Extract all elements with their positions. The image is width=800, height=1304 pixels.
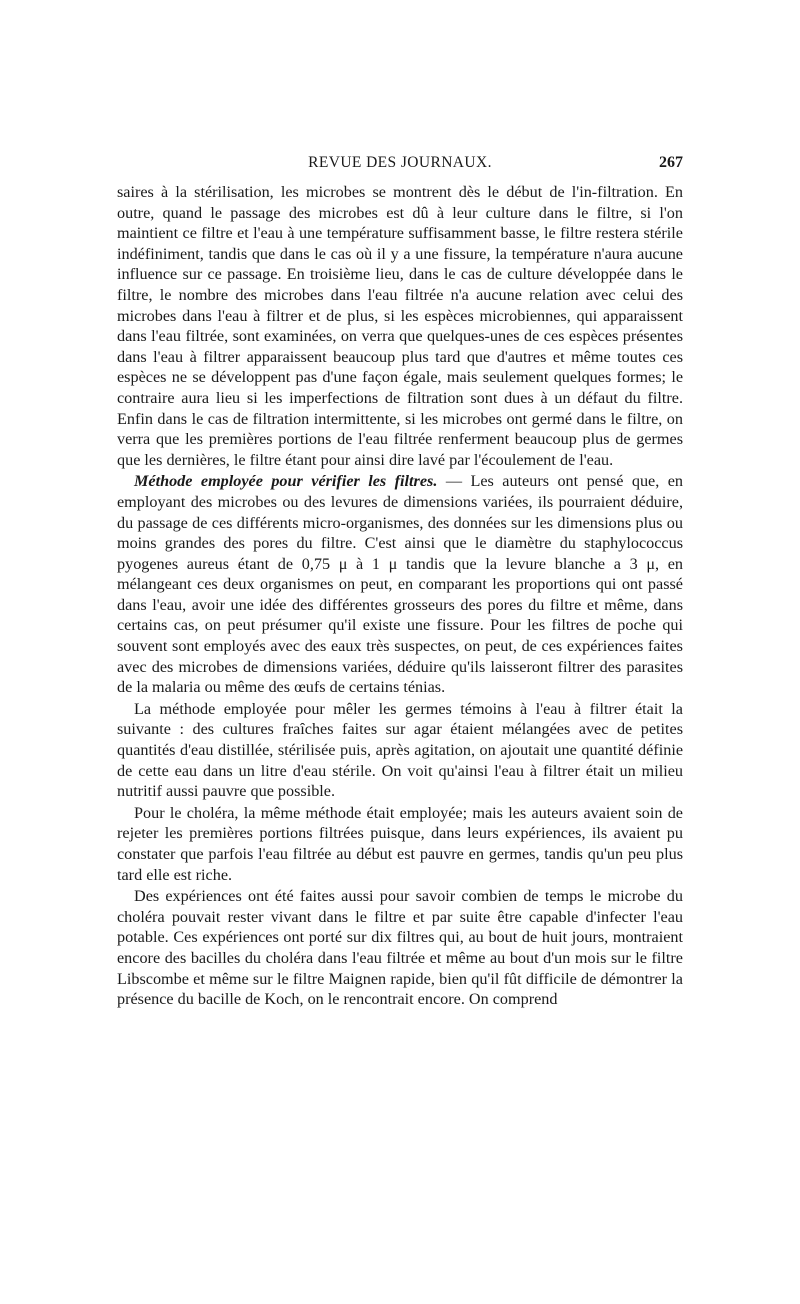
- paragraph-2: [117, 471, 683, 698]
- section-title: Méthode employée pour vérifier les filtres.: [134, 472, 438, 491]
- paragraph-1: saires à la stérilisation, les microbes se montrent dès le début de l'in-filtration. En outre, quand le passage des microbes est dû à leur culture dans le filtre, si l'on maintient ce filtre et l'eau à une température suffisamment basse, le filtre restera stérile indéfiniment, tandis que dans le cas où il y a une fissure, la température n'aura aucune influence sur ce passage. En troisième lieu, dans le cas de culture développée dans le filtre, le nombre des microbes dans l'eau filtrée n'a aucune relation avec celui des microbes dans l'eau à filtrer et de plus, si les espèces microbiennes, qui apparaissent dans l'eau filtrée, sont examinées, on verra que quelques-unes de ces espèces présentes dans l'eau à filtrer apparaissent beaucoup plus tard que d'autres et même toutes ces espèces ne se développent pas d'une façon égale, mais seulement quelques formes; le contraire aura lieu si les imperfections de filtration sont dues à un défaut du filtre. Enfin dans le cas de filtration intermittente, si les microbes ont germé dans le filtre, on verra que les premières portions de l'eau filtrée renferment beaucoup plus de germes que les dernières, le filtre étant pour ainsi dire lavé par l'écoulement de l'eau.: [117, 183, 683, 469]
- book-page: [117, 148, 683, 1010]
- body-text: [117, 182, 683, 1010]
- paragraph-3: La méthode employée pour mêler les germes témoins à l'eau à filtrer était la suivante : des cultures fraîches faites sur agar étaient mélangées avec de petites quantités d'eau distillée, stérilisée puis, après agitation, on ajoutait une quantité définie de cette eau dans un litre d'eau stérile. On voit qu'ainsi l'eau à filtrer était un milieu nutritif aussi pauvre que possible.: [117, 699, 683, 801]
- paragraph-2-text: — Les auteurs ont pensé que, en employant des microbes ou des levures de dimensions variées, ils pourraient déduire, du passage de ces différents micro-organismes, des données sur les dimensions plus ou moins grandes des pores du filtre. C'est ainsi que le diamètre du staphylococcus pyogenes aureus étant de 0,75 μ à 1 μ tandis que la levure blanche a 3 μ, en mélangeant ces deux organismes on peut, en comparant les proportions qui ont passé dans l'eau, avoir une idée des différentes grosseurs des pores du filtre et même, dans certains cas, on peut présumer qu'il existe une fissure. Pour les filtres de poche qui souvent sont employés avec des eaux très suspectes, on peut, de ces expériences faites avec des microbes de dimensions variées, déduire qu'ils laisseront filtrer des parasites de la malaria ou même des œufs de certains ténias.: [117, 472, 683, 697]
- page-number: 267: [659, 154, 683, 171]
- paragraph-5: Des expériences ont été faites aussi pour savoir combien de temps le microbe du choléra pouvait rester vivant dans le filtre et par suite être capable d'infecter l'eau potable. Ces expériences ont porté sur dix filtres qui, au bout de huit jours, montraient encore des bacilles du choléra dans l'eau filtrée et même au bout d'un mois sur le filtre Libscombe et même sur le filtre Maignen rapide, bien qu'il fût difficile de démontrer la présence du bacille de Koch, on le rencontrait encore. On comprend: [117, 887, 683, 1009]
- running-head: REVUE DES JOURNAUX.: [308, 154, 492, 171]
- paragraph-4: Pour le choléra, la même méthode était employée; mais les auteurs avaient soin de rejeter les premières portions filtrées puisque, dans leurs expériences, ils avaient pu constater que parfois l'eau filtrée au début est pauvre en germes, tandis qu'un peu plus tard elle est riche.: [117, 803, 683, 884]
- page-header: [117, 148, 683, 178]
